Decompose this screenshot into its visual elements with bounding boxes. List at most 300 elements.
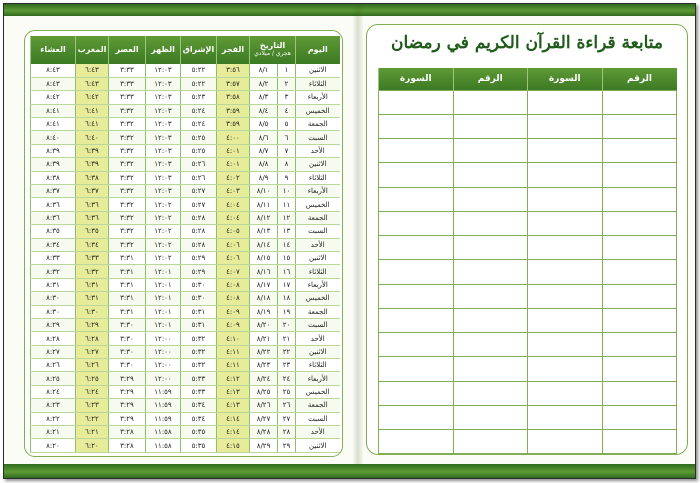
maghrib-time-cell: ٦:٣٨ xyxy=(76,171,109,184)
hijri-day-cell: ١٦ xyxy=(278,265,296,278)
log-surah-cell[interactable] xyxy=(379,284,454,308)
log-surah-cell[interactable] xyxy=(379,430,454,454)
day-cell: الخميس xyxy=(296,385,340,398)
gregorian-date-cell: ٨/٦ xyxy=(250,131,278,144)
gregorian-date-cell: ٨/٧ xyxy=(250,144,278,157)
dhuhr-time-cell: ١٢:٠٣ xyxy=(146,171,181,184)
shuruq-time-cell: ٥:٢٨ xyxy=(181,225,217,238)
hijri-day-cell: ٢٧ xyxy=(278,412,296,425)
timetable-row xyxy=(31,332,340,345)
reading-log-row xyxy=(379,211,677,235)
log-number-cell[interactable] xyxy=(602,333,677,357)
log-surah-cell[interactable] xyxy=(528,405,603,429)
gregorian-date-cell: ٨/٨ xyxy=(250,158,278,171)
day-cell: الاثنين xyxy=(296,158,340,171)
day-cell: الأربعاء xyxy=(296,91,340,104)
calendar-card xyxy=(3,3,696,479)
header-date-sub: هجري / ميلادي xyxy=(254,50,291,58)
maghrib-time-cell: ٦:٤١ xyxy=(76,118,109,131)
maghrib-time-cell: ٦:٣١ xyxy=(76,278,109,291)
log-number-cell[interactable] xyxy=(453,381,528,405)
day-cell: الاثنين xyxy=(296,251,340,264)
hijri-day-cell: ٢٨ xyxy=(278,426,296,439)
fajr-time-cell: ٤:٠٤ xyxy=(217,198,250,211)
day-cell: الاثنين xyxy=(296,64,340,77)
dhuhr-time-cell: ١١:٥٩ xyxy=(146,385,181,398)
log-number-cell[interactable] xyxy=(453,357,528,381)
log-header-surah-2: السورة xyxy=(379,68,454,90)
timetable-row xyxy=(31,439,340,452)
shuruq-time-cell: ٥:٣١ xyxy=(181,318,217,331)
fajr-time-cell: ٤:٠٩ xyxy=(217,305,250,318)
gregorian-date-cell: ٨/٢٢ xyxy=(250,345,278,358)
timetable-row xyxy=(31,372,340,385)
gregorian-date-cell: ٨/٢١ xyxy=(250,332,278,345)
day-cell: الخميس xyxy=(296,198,340,211)
isha-time-cell: ٨:٢٨ xyxy=(31,332,76,345)
reading-log-row xyxy=(379,405,677,429)
header-maghrib: المغرب xyxy=(76,36,109,64)
gregorian-date-cell: ٨/٤ xyxy=(250,104,278,117)
reading-log-row xyxy=(379,90,677,114)
log-surah-cell[interactable] xyxy=(379,381,454,405)
dhuhr-time-cell: ١٢:٠٢ xyxy=(146,211,181,224)
day-cell: الأربعاء xyxy=(296,372,340,385)
day-cell: الأحد xyxy=(296,426,340,439)
asr-time-cell: ٣:٣٢ xyxy=(109,171,146,184)
maghrib-time-cell: ٦:٢٠ xyxy=(76,439,109,452)
log-number-cell[interactable] xyxy=(453,284,528,308)
log-number-cell[interactable] xyxy=(453,139,528,163)
asr-time-cell: ٣:٣١ xyxy=(109,278,146,291)
hijri-day-cell: ٢٩ xyxy=(278,439,296,452)
dhuhr-time-cell: ١٢:٠١ xyxy=(146,265,181,278)
day-cell: الثلاثاء xyxy=(296,171,340,184)
asr-time-cell: ٣:٣٣ xyxy=(109,91,146,104)
hijri-day-cell: ٢٠ xyxy=(278,318,296,331)
asr-time-cell: ٣:٣٢ xyxy=(109,198,146,211)
fajr-time-cell: ٤:١٠ xyxy=(217,332,250,345)
reading-log-row xyxy=(379,187,677,211)
hijri-day-cell: ٦ xyxy=(278,131,296,144)
gregorian-date-cell: ٨/١٨ xyxy=(250,292,278,305)
timetable-row xyxy=(31,412,340,425)
fajr-time-cell: ٤:٠٠ xyxy=(217,131,250,144)
log-number-cell[interactable] xyxy=(602,211,677,235)
log-surah-cell[interactable] xyxy=(528,308,603,332)
hijri-day-cell: ١٤ xyxy=(278,238,296,251)
reading-log-row xyxy=(379,260,677,284)
maghrib-time-cell: ٦:٣٤ xyxy=(76,238,109,251)
hijri-day-cell: ١٢ xyxy=(278,211,296,224)
gregorian-date-cell: ٨/١٣ xyxy=(250,225,278,238)
gregorian-date-cell: ٨/٢٦ xyxy=(250,399,278,412)
hijri-day-cell: ١١ xyxy=(278,198,296,211)
timetable-row xyxy=(31,345,340,358)
dhuhr-time-cell: ١٢:٠١ xyxy=(146,305,181,318)
timetable-row xyxy=(31,64,340,77)
hijri-day-cell: ١٧ xyxy=(278,278,296,291)
log-number-cell[interactable] xyxy=(602,430,677,454)
isha-time-cell: ٨:٢٢ xyxy=(31,412,76,425)
hijri-day-cell: ٣ xyxy=(278,91,296,104)
log-number-cell[interactable] xyxy=(453,90,528,114)
log-surah-cell[interactable] xyxy=(379,357,454,381)
dhuhr-time-cell: ١٢:٠١ xyxy=(146,292,181,305)
log-surah-cell[interactable] xyxy=(379,333,454,357)
dhuhr-time-cell: ١١:٥٩ xyxy=(146,399,181,412)
log-number-cell[interactable] xyxy=(602,357,677,381)
shuruq-time-cell: ٥:٣٣ xyxy=(181,372,217,385)
gregorian-date-cell: ٨/١٤ xyxy=(250,238,278,251)
log-surah-cell[interactable] xyxy=(528,114,603,138)
reading-log-title: متابعة قراءة القرآن الكريم في رمضان xyxy=(390,33,663,53)
log-surah-cell[interactable] xyxy=(528,357,603,381)
asr-time-cell: ٣:٣١ xyxy=(109,251,146,264)
maghrib-time-cell: ٦:٢٧ xyxy=(76,345,109,358)
log-surah-cell[interactable] xyxy=(379,163,454,187)
log-surah-cell[interactable] xyxy=(379,405,454,429)
hijri-day-cell: ٢٤ xyxy=(278,372,296,385)
log-number-cell[interactable] xyxy=(453,430,528,454)
fajr-time-cell: ٤:٠٨ xyxy=(217,292,250,305)
day-cell: الأحد xyxy=(296,238,340,251)
shuruq-time-cell: ٥:٣١ xyxy=(181,305,217,318)
shuruq-time-cell: ٥:٣٢ xyxy=(181,359,217,372)
isha-time-cell: ٨:٣٦ xyxy=(31,198,76,211)
timetable-row xyxy=(31,91,340,104)
log-surah-cell[interactable] xyxy=(528,430,603,454)
timetable-row xyxy=(31,171,340,184)
log-header-number-2: الرقم xyxy=(453,68,528,90)
log-surah-cell[interactable] xyxy=(379,236,454,260)
shuruq-time-cell: ٥:٣٠ xyxy=(181,292,217,305)
log-number-cell[interactable] xyxy=(602,381,677,405)
dhuhr-time-cell: ١٢:٠١ xyxy=(146,318,181,331)
fajr-time-cell: ٤:٠١ xyxy=(217,158,250,171)
gregorian-date-cell: ٨/١١ xyxy=(250,198,278,211)
asr-time-cell: ٣:٣٢ xyxy=(109,104,146,117)
gregorian-date-cell: ٨/٢٣ xyxy=(250,359,278,372)
maghrib-time-cell: ٦:٢٤ xyxy=(76,385,109,398)
log-surah-cell[interactable] xyxy=(528,90,603,114)
log-surah-cell[interactable] xyxy=(528,236,603,260)
isha-time-cell: ٨:٢٣ xyxy=(31,399,76,412)
maghrib-time-cell: ٦:٢٩ xyxy=(76,318,109,331)
isha-time-cell: ٨:٣٥ xyxy=(31,225,76,238)
maghrib-time-cell: ٦:٣٦ xyxy=(76,211,109,224)
timetable-header-row xyxy=(31,36,340,64)
header-date-label: التاريخ xyxy=(259,41,286,51)
isha-time-cell: ٨:٢٩ xyxy=(31,318,76,331)
reading-log-header-row xyxy=(379,68,677,90)
isha-time-cell: ٨:٢٤ xyxy=(31,385,76,398)
gregorian-date-cell: ٨/٩ xyxy=(250,171,278,184)
day-cell: الخميس xyxy=(296,104,340,117)
log-number-cell[interactable] xyxy=(453,405,528,429)
asr-time-cell: ٣:٣٣ xyxy=(109,77,146,90)
asr-time-cell: ٣:٣٢ xyxy=(109,185,146,198)
shuruq-time-cell: ٥:٢٩ xyxy=(181,265,217,278)
asr-time-cell: ٣:٣١ xyxy=(109,265,146,278)
header-isha: العشاء xyxy=(31,36,76,64)
fajr-time-cell: ٤:٠٤ xyxy=(217,211,250,224)
shuruq-time-cell: ٥:٣٤ xyxy=(181,412,217,425)
isha-time-cell: ٨:٢٥ xyxy=(31,372,76,385)
timetable-row xyxy=(31,198,340,211)
day-cell: السبت xyxy=(296,225,340,238)
reading-log-row xyxy=(379,236,677,260)
fajr-time-cell: ٤:١١ xyxy=(217,345,250,358)
isha-time-cell: ٨:٤١ xyxy=(31,104,76,117)
isha-time-cell: ٨:٤٠ xyxy=(31,131,76,144)
asr-time-cell: ٣:٣٠ xyxy=(109,318,146,331)
isha-time-cell: ٨:٤٣ xyxy=(31,77,76,90)
shuruq-time-cell: ٥:٢٥ xyxy=(181,131,217,144)
isha-time-cell: ٨:٣٩ xyxy=(31,144,76,157)
log-surah-cell[interactable] xyxy=(379,139,454,163)
fajr-time-cell: ٤:٠٧ xyxy=(217,265,250,278)
dhuhr-time-cell: ١٢:٠٢ xyxy=(146,198,181,211)
hijri-day-cell: ٧ xyxy=(278,144,296,157)
log-surah-cell[interactable] xyxy=(528,381,603,405)
prayer-timetable-panel xyxy=(24,30,343,457)
log-number-cell[interactable] xyxy=(453,163,528,187)
day-cell: الأربعاء xyxy=(296,278,340,291)
timetable-row xyxy=(31,399,340,412)
day-cell: السبت xyxy=(296,412,340,425)
log-number-cell[interactable] xyxy=(453,260,528,284)
log-number-cell[interactable] xyxy=(453,114,528,138)
fajr-time-cell: ٤:١٤ xyxy=(217,426,250,439)
timetable-row xyxy=(31,426,340,439)
log-surah-cell[interactable] xyxy=(528,139,603,163)
hijri-day-cell: ٢١ xyxy=(278,332,296,345)
maghrib-time-cell: ٦:٢٣ xyxy=(76,399,109,412)
log-surah-cell[interactable] xyxy=(528,260,603,284)
dhuhr-time-cell: ١٢:٠٣ xyxy=(146,185,181,198)
log-number-cell[interactable] xyxy=(602,114,677,138)
maghrib-time-cell: ٦:٤٠ xyxy=(76,131,109,144)
maghrib-time-cell: ٦:٢٨ xyxy=(76,332,109,345)
log-surah-cell[interactable] xyxy=(379,90,454,114)
isha-time-cell: ٨:٣٠ xyxy=(31,292,76,305)
prayer-timetable xyxy=(30,36,340,453)
log-number-cell[interactable] xyxy=(453,333,528,357)
fajr-time-cell: ٤:٠٢ xyxy=(217,171,250,184)
dhuhr-time-cell: ١٢:٠٣ xyxy=(146,91,181,104)
asr-time-cell: ٣:٣٣ xyxy=(109,64,146,77)
maghrib-time-cell: ٦:٣٧ xyxy=(76,185,109,198)
gregorian-date-cell: ٨/١٧ xyxy=(250,278,278,291)
isha-time-cell: ٨:٤٢ xyxy=(31,91,76,104)
dhuhr-time-cell: ١١:٥٨ xyxy=(146,439,181,452)
fajr-time-cell: ٤:١١ xyxy=(217,359,250,372)
maghrib-time-cell: ٦:٣٦ xyxy=(76,198,109,211)
shuruq-time-cell: ٥:٢٢ xyxy=(181,64,217,77)
isha-time-cell: ٨:٣٢ xyxy=(31,265,76,278)
timetable-row xyxy=(31,359,340,372)
fajr-time-cell: ٤:١٥ xyxy=(217,439,250,452)
day-cell: السبت xyxy=(296,318,340,331)
fajr-time-cell: ٤:٠٦ xyxy=(217,238,250,251)
fajr-time-cell: ٣:٥٧ xyxy=(217,77,250,90)
isha-time-cell: ٨:٣٣ xyxy=(31,251,76,264)
day-cell: الأحد xyxy=(296,144,340,157)
header-asr: العصر xyxy=(109,36,146,64)
log-number-cell[interactable] xyxy=(453,308,528,332)
log-surah-cell[interactable] xyxy=(379,187,454,211)
hijri-day-cell: ٢٢ xyxy=(278,345,296,358)
timetable-row xyxy=(31,211,340,224)
maghrib-time-cell: ٦:٢٥ xyxy=(76,372,109,385)
shuruq-time-cell: ٥:٢٣ xyxy=(181,91,217,104)
log-number-cell[interactable] xyxy=(602,260,677,284)
log-surah-cell[interactable] xyxy=(528,333,603,357)
isha-time-cell: ٨:٣٠ xyxy=(31,305,76,318)
fajr-time-cell: ٤:١٤ xyxy=(217,412,250,425)
dhuhr-time-cell: ١٢:٠٣ xyxy=(146,131,181,144)
shuruq-time-cell: ٥:٢٤ xyxy=(181,118,217,131)
hijri-day-cell: ١٩ xyxy=(278,305,296,318)
timetable-row xyxy=(31,292,340,305)
center-fold xyxy=(353,4,363,478)
fajr-time-cell: ٤:١٢ xyxy=(217,372,250,385)
log-number-cell[interactable] xyxy=(602,163,677,187)
log-header-number-1: الرقم xyxy=(602,68,677,90)
reading-log-table xyxy=(378,68,677,454)
reading-log-row xyxy=(379,357,677,381)
log-number-cell[interactable] xyxy=(602,308,677,332)
isha-time-cell: ٨:٢٦ xyxy=(31,359,76,372)
maghrib-time-cell: ٦:٣٠ xyxy=(76,305,109,318)
maghrib-time-cell: ٦:٤٢ xyxy=(76,91,109,104)
log-surah-cell[interactable] xyxy=(528,211,603,235)
timetable-row xyxy=(31,278,340,291)
header-dhuhr: الظهر xyxy=(146,36,181,64)
asr-time-cell: ٣:٣١ xyxy=(109,305,146,318)
shuruq-time-cell: ٥:٢٨ xyxy=(181,211,217,224)
gregorian-date-cell: ٨/٢٩ xyxy=(250,439,278,452)
day-cell: الخميس xyxy=(296,292,340,305)
log-surah-cell[interactable] xyxy=(528,284,603,308)
log-surah-cell[interactable] xyxy=(379,114,454,138)
dhuhr-time-cell: ١٢:٠١ xyxy=(146,278,181,291)
gregorian-date-cell: ٨/٢ xyxy=(250,77,278,90)
shuruq-time-cell: ٥:٢٦ xyxy=(181,171,217,184)
reading-log-row xyxy=(379,308,677,332)
log-surah-cell[interactable] xyxy=(379,211,454,235)
shuruq-time-cell: ٥:٣٠ xyxy=(181,278,217,291)
timetable-row xyxy=(31,318,340,331)
gregorian-date-cell: ٨/٢٤ xyxy=(250,372,278,385)
log-number-cell[interactable] xyxy=(602,405,677,429)
asr-time-cell: ٣:٣٢ xyxy=(109,131,146,144)
log-surah-cell[interactable] xyxy=(528,163,603,187)
log-number-cell[interactable] xyxy=(602,236,677,260)
shuruq-time-cell: ٥:٣٥ xyxy=(181,426,217,439)
shuruq-time-cell: ٥:٢٧ xyxy=(181,185,217,198)
isha-time-cell: ٨:٣٨ xyxy=(31,171,76,184)
asr-time-cell: ٣:٣٢ xyxy=(109,158,146,171)
timetable-row xyxy=(31,225,340,238)
dhuhr-time-cell: ١٢:٠٣ xyxy=(146,158,181,171)
fajr-time-cell: ٣:٥٩ xyxy=(217,104,250,117)
fajr-time-cell: ٣:٥٨ xyxy=(217,91,250,104)
dhuhr-time-cell: ١٢:٠٠ xyxy=(146,359,181,372)
hijri-day-cell: ٢ xyxy=(278,77,296,90)
maghrib-time-cell: ٦:٣٩ xyxy=(76,158,109,171)
day-cell: الجمعة xyxy=(296,118,340,131)
log-number-cell[interactable] xyxy=(602,90,677,114)
isha-time-cell: ٨:٣٤ xyxy=(31,238,76,251)
log-surah-cell[interactable] xyxy=(379,260,454,284)
fajr-time-cell: ٤:١٣ xyxy=(217,385,250,398)
hijri-day-cell: ٢٣ xyxy=(278,359,296,372)
maghrib-time-cell: ٦:٤٣ xyxy=(76,64,109,77)
reading-log-row xyxy=(379,284,677,308)
maghrib-time-cell: ٦:٣١ xyxy=(76,292,109,305)
hijri-day-cell: ٨ xyxy=(278,158,296,171)
header-fajr: الفجر xyxy=(217,36,250,64)
log-surah-cell[interactable] xyxy=(528,187,603,211)
fajr-time-cell: ٤:٠٩ xyxy=(217,318,250,331)
timetable-row xyxy=(31,305,340,318)
maghrib-time-cell: ٦:٤١ xyxy=(76,104,109,117)
timetable-row xyxy=(31,131,340,144)
day-cell: الجمعة xyxy=(296,399,340,412)
shuruq-time-cell: ٥:٢٨ xyxy=(181,238,217,251)
log-number-cell[interactable] xyxy=(453,187,528,211)
dhuhr-time-cell: ١٢:٠٢ xyxy=(146,225,181,238)
log-number-cell[interactable] xyxy=(453,211,528,235)
log-number-cell[interactable] xyxy=(453,236,528,260)
day-cell: الثلاثاء xyxy=(296,265,340,278)
gregorian-date-cell: ٨/٢٨ xyxy=(250,426,278,439)
header-date xyxy=(250,36,296,64)
gregorian-date-cell: ٨/٥ xyxy=(250,118,278,131)
fajr-time-cell: ٤:٠٨ xyxy=(217,278,250,291)
asr-time-cell: ٣:٣٠ xyxy=(109,359,146,372)
log-number-cell[interactable] xyxy=(602,187,677,211)
day-cell: السبت xyxy=(296,131,340,144)
dhuhr-time-cell: ١٢:٠٣ xyxy=(146,118,181,131)
log-number-cell[interactable] xyxy=(602,284,677,308)
fajr-time-cell: ٤:٠٥ xyxy=(217,225,250,238)
fajr-time-cell: ٤:٠١ xyxy=(217,144,250,157)
timetable-row xyxy=(31,77,340,90)
maghrib-time-cell: ٦:٣٩ xyxy=(76,144,109,157)
shuruq-time-cell: ٥:٣٢ xyxy=(181,345,217,358)
hijri-day-cell: ٢٦ xyxy=(278,399,296,412)
asr-time-cell: ٣:٢٨ xyxy=(109,439,146,452)
log-surah-cell[interactable] xyxy=(379,308,454,332)
asr-time-cell: ٣:٢٩ xyxy=(109,372,146,385)
shuruq-time-cell: ٥:٢٧ xyxy=(181,198,217,211)
timetable-body xyxy=(31,64,340,452)
timetable-row xyxy=(31,265,340,278)
isha-time-cell: ٨:٢١ xyxy=(31,426,76,439)
day-cell: الاثنين xyxy=(296,439,340,452)
reading-log-row xyxy=(379,163,677,187)
fajr-time-cell: ٣:٥٦ xyxy=(217,64,250,77)
isha-time-cell: ٨:٣٩ xyxy=(31,158,76,171)
fajr-time-cell: ٣:٥٩ xyxy=(217,118,250,131)
isha-time-cell: ٨:٤٣ xyxy=(31,64,76,77)
log-number-cell[interactable] xyxy=(602,139,677,163)
dhuhr-time-cell: ١١:٥٩ xyxy=(146,412,181,425)
isha-time-cell: ٨:٢٠ xyxy=(31,439,76,452)
